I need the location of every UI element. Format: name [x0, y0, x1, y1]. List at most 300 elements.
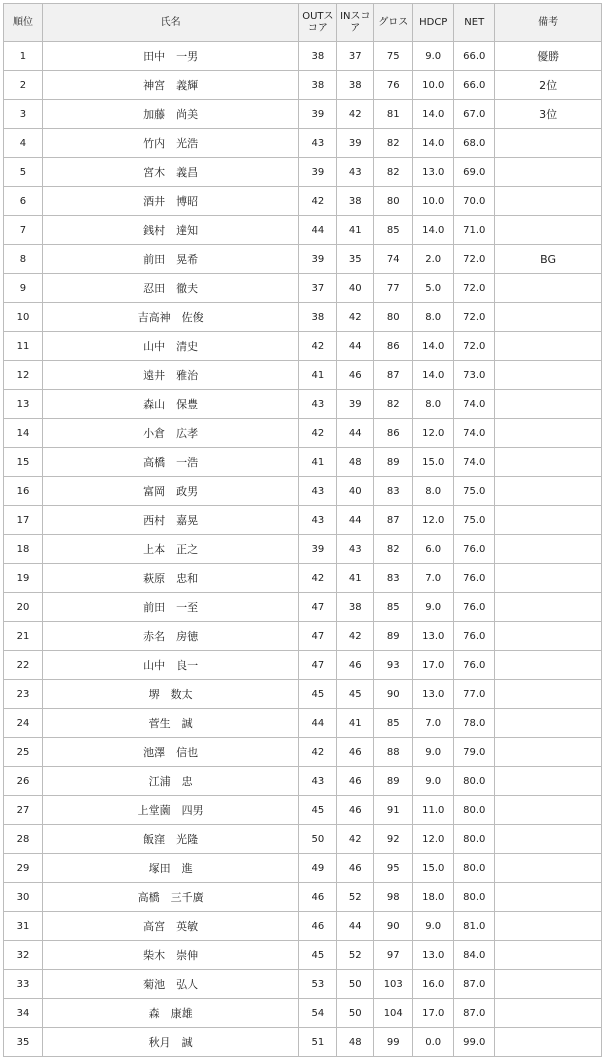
in-score-cell: 50 — [337, 999, 374, 1028]
gross-cell: 85 — [374, 593, 413, 622]
in-score-cell: 45 — [337, 680, 374, 709]
name-cell: 高橋 一浩 — [42, 448, 298, 477]
out-score-cell: 44 — [299, 216, 337, 245]
net-cell: 68.0 — [454, 129, 495, 158]
net-cell: 74.0 — [454, 448, 495, 477]
net-cell: 79.0 — [454, 738, 495, 767]
note-cell — [495, 825, 602, 854]
header-in-score: INスコア — [337, 4, 374, 42]
note-cell — [495, 651, 602, 680]
hdcp-cell: 13.0 — [413, 622, 454, 651]
note-cell — [495, 796, 602, 825]
table-row — [4, 100, 602, 129]
net-cell: 71.0 — [454, 216, 495, 245]
hdcp-cell: 13.0 — [413, 158, 454, 187]
rank-cell: 13 — [4, 390, 43, 419]
note-cell — [495, 709, 602, 738]
net-cell: 76.0 — [454, 535, 495, 564]
gross-cell: 76 — [374, 71, 413, 100]
out-score-cell: 42 — [299, 738, 337, 767]
table-row — [4, 593, 602, 622]
in-score-cell: 50 — [337, 970, 374, 999]
name-cell: 西村 嘉晃 — [42, 506, 298, 535]
out-score-cell: 46 — [299, 912, 337, 941]
out-score-cell: 39 — [299, 245, 337, 274]
table-row — [4, 361, 602, 390]
net-cell: 72.0 — [454, 332, 495, 361]
gross-cell: 95 — [374, 854, 413, 883]
rank-cell: 16 — [4, 477, 43, 506]
name-cell: 山中 良一 — [42, 651, 298, 680]
net-cell: 66.0 — [454, 71, 495, 100]
in-score-cell: 43 — [337, 535, 374, 564]
note-cell — [495, 216, 602, 245]
gross-cell: 75 — [374, 42, 413, 71]
table-row — [4, 767, 602, 796]
hdcp-cell: 6.0 — [413, 535, 454, 564]
name-cell: 宮木 義昌 — [42, 158, 298, 187]
gross-cell: 86 — [374, 419, 413, 448]
table-row — [4, 970, 602, 999]
rank-cell: 23 — [4, 680, 43, 709]
rank-cell: 9 — [4, 274, 43, 303]
hdcp-cell: 2.0 — [413, 245, 454, 274]
out-score-cell: 41 — [299, 448, 337, 477]
in-score-cell: 40 — [337, 274, 374, 303]
gross-cell: 99 — [374, 1028, 413, 1057]
note-cell — [495, 361, 602, 390]
name-cell: 忍田 徹夫 — [42, 274, 298, 303]
note-cell — [495, 448, 602, 477]
hdcp-cell: 18.0 — [413, 883, 454, 912]
table-row — [4, 448, 602, 477]
hdcp-cell: 16.0 — [413, 970, 454, 999]
hdcp-cell: 8.0 — [413, 303, 454, 332]
name-cell: 加藤 尚美 — [42, 100, 298, 129]
note-cell — [495, 854, 602, 883]
table-row — [4, 390, 602, 419]
out-score-cell: 38 — [299, 71, 337, 100]
note-cell — [495, 535, 602, 564]
table-row — [4, 42, 602, 71]
in-score-cell: 46 — [337, 361, 374, 390]
hdcp-cell: 17.0 — [413, 999, 454, 1028]
name-cell: 小倉 広孝 — [42, 419, 298, 448]
out-score-cell: 43 — [299, 129, 337, 158]
gross-cell: 91 — [374, 796, 413, 825]
in-score-cell: 42 — [337, 100, 374, 129]
net-cell: 72.0 — [454, 245, 495, 274]
table-row — [4, 129, 602, 158]
table-row — [4, 564, 602, 593]
name-cell: 銭村 達知 — [42, 216, 298, 245]
header-name: 氏名 — [42, 4, 298, 42]
out-score-cell: 53 — [299, 970, 337, 999]
table-row — [4, 419, 602, 448]
rank-cell: 32 — [4, 941, 43, 970]
name-cell: 池澤 信也 — [42, 738, 298, 767]
gross-cell: 74 — [374, 245, 413, 274]
net-cell: 74.0 — [454, 390, 495, 419]
header-row — [4, 4, 602, 42]
in-score-cell: 46 — [337, 796, 374, 825]
gross-cell: 82 — [374, 158, 413, 187]
hdcp-cell: 9.0 — [413, 738, 454, 767]
out-score-cell: 38 — [299, 303, 337, 332]
gross-cell: 86 — [374, 332, 413, 361]
note-cell — [495, 390, 602, 419]
net-cell: 80.0 — [454, 883, 495, 912]
hdcp-cell: 12.0 — [413, 506, 454, 535]
rank-cell: 4 — [4, 129, 43, 158]
name-cell: 塚田 進 — [42, 854, 298, 883]
net-cell: 80.0 — [454, 796, 495, 825]
hdcp-cell: 14.0 — [413, 100, 454, 129]
table-row — [4, 303, 602, 332]
header-note: 備考 — [495, 4, 602, 42]
out-score-cell: 42 — [299, 564, 337, 593]
gross-cell: 104 — [374, 999, 413, 1028]
out-score-cell: 43 — [299, 477, 337, 506]
header-hdcp: HDCP — [413, 4, 454, 42]
note-cell — [495, 274, 602, 303]
in-score-cell: 41 — [337, 564, 374, 593]
net-cell: 69.0 — [454, 158, 495, 187]
gross-cell: 85 — [374, 709, 413, 738]
name-cell: 竹内 光浩 — [42, 129, 298, 158]
name-cell: 酒井 博昭 — [42, 187, 298, 216]
rank-cell: 5 — [4, 158, 43, 187]
note-cell: 2位 — [495, 71, 602, 100]
net-cell: 87.0 — [454, 999, 495, 1028]
rank-cell: 34 — [4, 999, 43, 1028]
note-cell — [495, 680, 602, 709]
gross-cell: 89 — [374, 622, 413, 651]
rank-cell: 21 — [4, 622, 43, 651]
net-cell: 73.0 — [454, 361, 495, 390]
out-score-cell: 43 — [299, 390, 337, 419]
table-row — [4, 506, 602, 535]
in-score-cell: 35 — [337, 245, 374, 274]
out-score-cell: 46 — [299, 883, 337, 912]
header-net: NET — [454, 4, 495, 42]
results-body — [4, 42, 602, 1057]
rank-cell: 6 — [4, 187, 43, 216]
rank-cell: 12 — [4, 361, 43, 390]
net-cell: 84.0 — [454, 941, 495, 970]
in-score-cell: 42 — [337, 825, 374, 854]
in-score-cell: 39 — [337, 390, 374, 419]
out-score-cell: 43 — [299, 767, 337, 796]
table-row — [4, 535, 602, 564]
in-score-cell: 48 — [337, 448, 374, 477]
out-score-cell: 47 — [299, 651, 337, 680]
rank-cell: 19 — [4, 564, 43, 593]
in-score-cell: 44 — [337, 506, 374, 535]
gross-cell: 97 — [374, 941, 413, 970]
table-row — [4, 187, 602, 216]
hdcp-cell: 12.0 — [413, 825, 454, 854]
in-score-cell: 38 — [337, 71, 374, 100]
name-cell: 上本 正之 — [42, 535, 298, 564]
hdcp-cell: 0.0 — [413, 1028, 454, 1057]
note-cell — [495, 941, 602, 970]
out-score-cell: 42 — [299, 332, 337, 361]
in-score-cell: 52 — [337, 883, 374, 912]
name-cell: 神宮 義輝 — [42, 71, 298, 100]
table-row — [4, 622, 602, 651]
gross-cell: 83 — [374, 564, 413, 593]
name-cell: 飯窪 光隆 — [42, 825, 298, 854]
net-cell: 78.0 — [454, 709, 495, 738]
gross-cell: 77 — [374, 274, 413, 303]
table-row — [4, 825, 602, 854]
gross-cell: 83 — [374, 477, 413, 506]
hdcp-cell: 14.0 — [413, 129, 454, 158]
note-cell: 優勝 — [495, 42, 602, 71]
hdcp-cell: 12.0 — [413, 419, 454, 448]
note-cell — [495, 1028, 602, 1057]
rank-cell: 27 — [4, 796, 43, 825]
out-score-cell: 42 — [299, 419, 337, 448]
gross-cell: 88 — [374, 738, 413, 767]
note-cell — [495, 419, 602, 448]
header-out-score: OUTスコア — [299, 4, 337, 42]
gross-cell: 85 — [374, 216, 413, 245]
results-table — [3, 3, 602, 1057]
out-score-cell: 37 — [299, 274, 337, 303]
table-row — [4, 651, 602, 680]
in-score-cell: 46 — [337, 738, 374, 767]
gross-cell: 92 — [374, 825, 413, 854]
rank-cell: 28 — [4, 825, 43, 854]
hdcp-cell: 7.0 — [413, 564, 454, 593]
hdcp-cell: 15.0 — [413, 448, 454, 477]
gross-cell: 82 — [374, 535, 413, 564]
rank-cell: 26 — [4, 767, 43, 796]
note-cell — [495, 506, 602, 535]
note-cell — [495, 158, 602, 187]
note-cell — [495, 738, 602, 767]
hdcp-cell: 13.0 — [413, 680, 454, 709]
hdcp-cell: 9.0 — [413, 593, 454, 622]
table-row — [4, 854, 602, 883]
net-cell: 80.0 — [454, 767, 495, 796]
rank-cell: 33 — [4, 970, 43, 999]
name-cell: 菊池 弘人 — [42, 970, 298, 999]
rank-cell: 17 — [4, 506, 43, 535]
hdcp-cell: 5.0 — [413, 274, 454, 303]
hdcp-cell: 17.0 — [413, 651, 454, 680]
out-score-cell: 38 — [299, 42, 337, 71]
table-row — [4, 71, 602, 100]
in-score-cell: 42 — [337, 622, 374, 651]
rank-cell: 20 — [4, 593, 43, 622]
out-score-cell: 41 — [299, 361, 337, 390]
table-row — [4, 245, 602, 274]
note-cell — [495, 767, 602, 796]
name-cell: 森山 保豊 — [42, 390, 298, 419]
net-cell: 77.0 — [454, 680, 495, 709]
gross-cell: 81 — [374, 100, 413, 129]
gross-cell: 80 — [374, 303, 413, 332]
note-cell — [495, 999, 602, 1028]
net-cell: 72.0 — [454, 303, 495, 332]
in-score-cell: 43 — [337, 158, 374, 187]
rank-cell: 24 — [4, 709, 43, 738]
table-row — [4, 477, 602, 506]
gross-cell: 90 — [374, 680, 413, 709]
net-cell: 74.0 — [454, 419, 495, 448]
name-cell: 上堂薗 四男 — [42, 796, 298, 825]
out-score-cell: 42 — [299, 187, 337, 216]
gross-cell: 82 — [374, 129, 413, 158]
in-score-cell: 46 — [337, 651, 374, 680]
gross-cell: 82 — [374, 390, 413, 419]
note-cell — [495, 187, 602, 216]
in-score-cell: 52 — [337, 941, 374, 970]
out-score-cell: 44 — [299, 709, 337, 738]
out-score-cell: 47 — [299, 593, 337, 622]
out-score-cell: 39 — [299, 100, 337, 129]
table-row — [4, 738, 602, 767]
table-row — [4, 999, 602, 1028]
gross-cell: 89 — [374, 448, 413, 477]
name-cell: 前田 晃希 — [42, 245, 298, 274]
name-cell: 堺 数太 — [42, 680, 298, 709]
table-row — [4, 1028, 602, 1057]
rank-cell: 3 — [4, 100, 43, 129]
in-score-cell: 37 — [337, 42, 374, 71]
net-cell: 99.0 — [454, 1028, 495, 1057]
note-cell — [495, 883, 602, 912]
table-row — [4, 709, 602, 738]
out-score-cell: 45 — [299, 941, 337, 970]
hdcp-cell: 14.0 — [413, 216, 454, 245]
in-score-cell: 42 — [337, 303, 374, 332]
note-cell — [495, 912, 602, 941]
hdcp-cell: 8.0 — [413, 477, 454, 506]
table-row — [4, 941, 602, 970]
gross-cell: 90 — [374, 912, 413, 941]
net-cell: 80.0 — [454, 825, 495, 854]
name-cell: 柴木 崇伸 — [42, 941, 298, 970]
hdcp-cell: 11.0 — [413, 796, 454, 825]
table-row — [4, 158, 602, 187]
name-cell: 萩原 忠和 — [42, 564, 298, 593]
net-cell: 76.0 — [454, 593, 495, 622]
rank-cell: 8 — [4, 245, 43, 274]
note-cell — [495, 622, 602, 651]
table-row — [4, 216, 602, 245]
in-score-cell: 39 — [337, 129, 374, 158]
name-cell: 江浦 忠 — [42, 767, 298, 796]
in-score-cell: 48 — [337, 1028, 374, 1057]
in-score-cell: 40 — [337, 477, 374, 506]
hdcp-cell: 9.0 — [413, 42, 454, 71]
name-cell: 遠井 雅治 — [42, 361, 298, 390]
rank-cell: 2 — [4, 71, 43, 100]
name-cell: 田中 一男 — [42, 42, 298, 71]
hdcp-cell: 9.0 — [413, 767, 454, 796]
rank-cell: 25 — [4, 738, 43, 767]
note-cell: BG — [495, 245, 602, 274]
out-score-cell: 54 — [299, 999, 337, 1028]
hdcp-cell: 15.0 — [413, 854, 454, 883]
name-cell: 菅生 誠 — [42, 709, 298, 738]
hdcp-cell: 7.0 — [413, 709, 454, 738]
rank-cell: 1 — [4, 42, 43, 71]
out-score-cell: 39 — [299, 158, 337, 187]
net-cell: 76.0 — [454, 622, 495, 651]
hdcp-cell: 8.0 — [413, 390, 454, 419]
name-cell: 赤名 房徳 — [42, 622, 298, 651]
out-score-cell: 47 — [299, 622, 337, 651]
gross-cell: 87 — [374, 506, 413, 535]
net-cell: 66.0 — [454, 42, 495, 71]
gross-cell: 98 — [374, 883, 413, 912]
gross-cell: 87 — [374, 361, 413, 390]
net-cell: 67.0 — [454, 100, 495, 129]
rank-cell: 7 — [4, 216, 43, 245]
rank-cell: 30 — [4, 883, 43, 912]
rank-cell: 14 — [4, 419, 43, 448]
net-cell: 87.0 — [454, 970, 495, 999]
table-row — [4, 680, 602, 709]
note-cell: 3位 — [495, 100, 602, 129]
name-cell: 前田 一至 — [42, 593, 298, 622]
note-cell — [495, 303, 602, 332]
net-cell: 75.0 — [454, 477, 495, 506]
table-row — [4, 796, 602, 825]
rank-cell: 15 — [4, 448, 43, 477]
out-score-cell: 45 — [299, 796, 337, 825]
name-cell: 山中 清史 — [42, 332, 298, 361]
in-score-cell: 44 — [337, 419, 374, 448]
hdcp-cell: 10.0 — [413, 71, 454, 100]
in-score-cell: 46 — [337, 767, 374, 796]
out-score-cell: 39 — [299, 535, 337, 564]
hdcp-cell: 14.0 — [413, 332, 454, 361]
table-row — [4, 274, 602, 303]
in-score-cell: 41 — [337, 709, 374, 738]
note-cell — [495, 129, 602, 158]
hdcp-cell: 9.0 — [413, 912, 454, 941]
table-row — [4, 883, 602, 912]
name-cell: 森 康雄 — [42, 999, 298, 1028]
out-score-cell: 49 — [299, 854, 337, 883]
name-cell: 吉高神 佐俊 — [42, 303, 298, 332]
name-cell: 秋月 誠 — [42, 1028, 298, 1057]
out-score-cell: 51 — [299, 1028, 337, 1057]
hdcp-cell: 13.0 — [413, 941, 454, 970]
in-score-cell: 46 — [337, 854, 374, 883]
note-cell — [495, 564, 602, 593]
in-score-cell: 38 — [337, 593, 374, 622]
gross-cell: 89 — [374, 767, 413, 796]
rank-cell: 22 — [4, 651, 43, 680]
table-row — [4, 332, 602, 361]
note-cell — [495, 332, 602, 361]
rank-cell: 29 — [4, 854, 43, 883]
net-cell: 75.0 — [454, 506, 495, 535]
in-score-cell: 44 — [337, 912, 374, 941]
rank-cell: 18 — [4, 535, 43, 564]
net-cell: 76.0 — [454, 564, 495, 593]
net-cell: 80.0 — [454, 854, 495, 883]
gross-cell: 80 — [374, 187, 413, 216]
hdcp-cell: 14.0 — [413, 361, 454, 390]
